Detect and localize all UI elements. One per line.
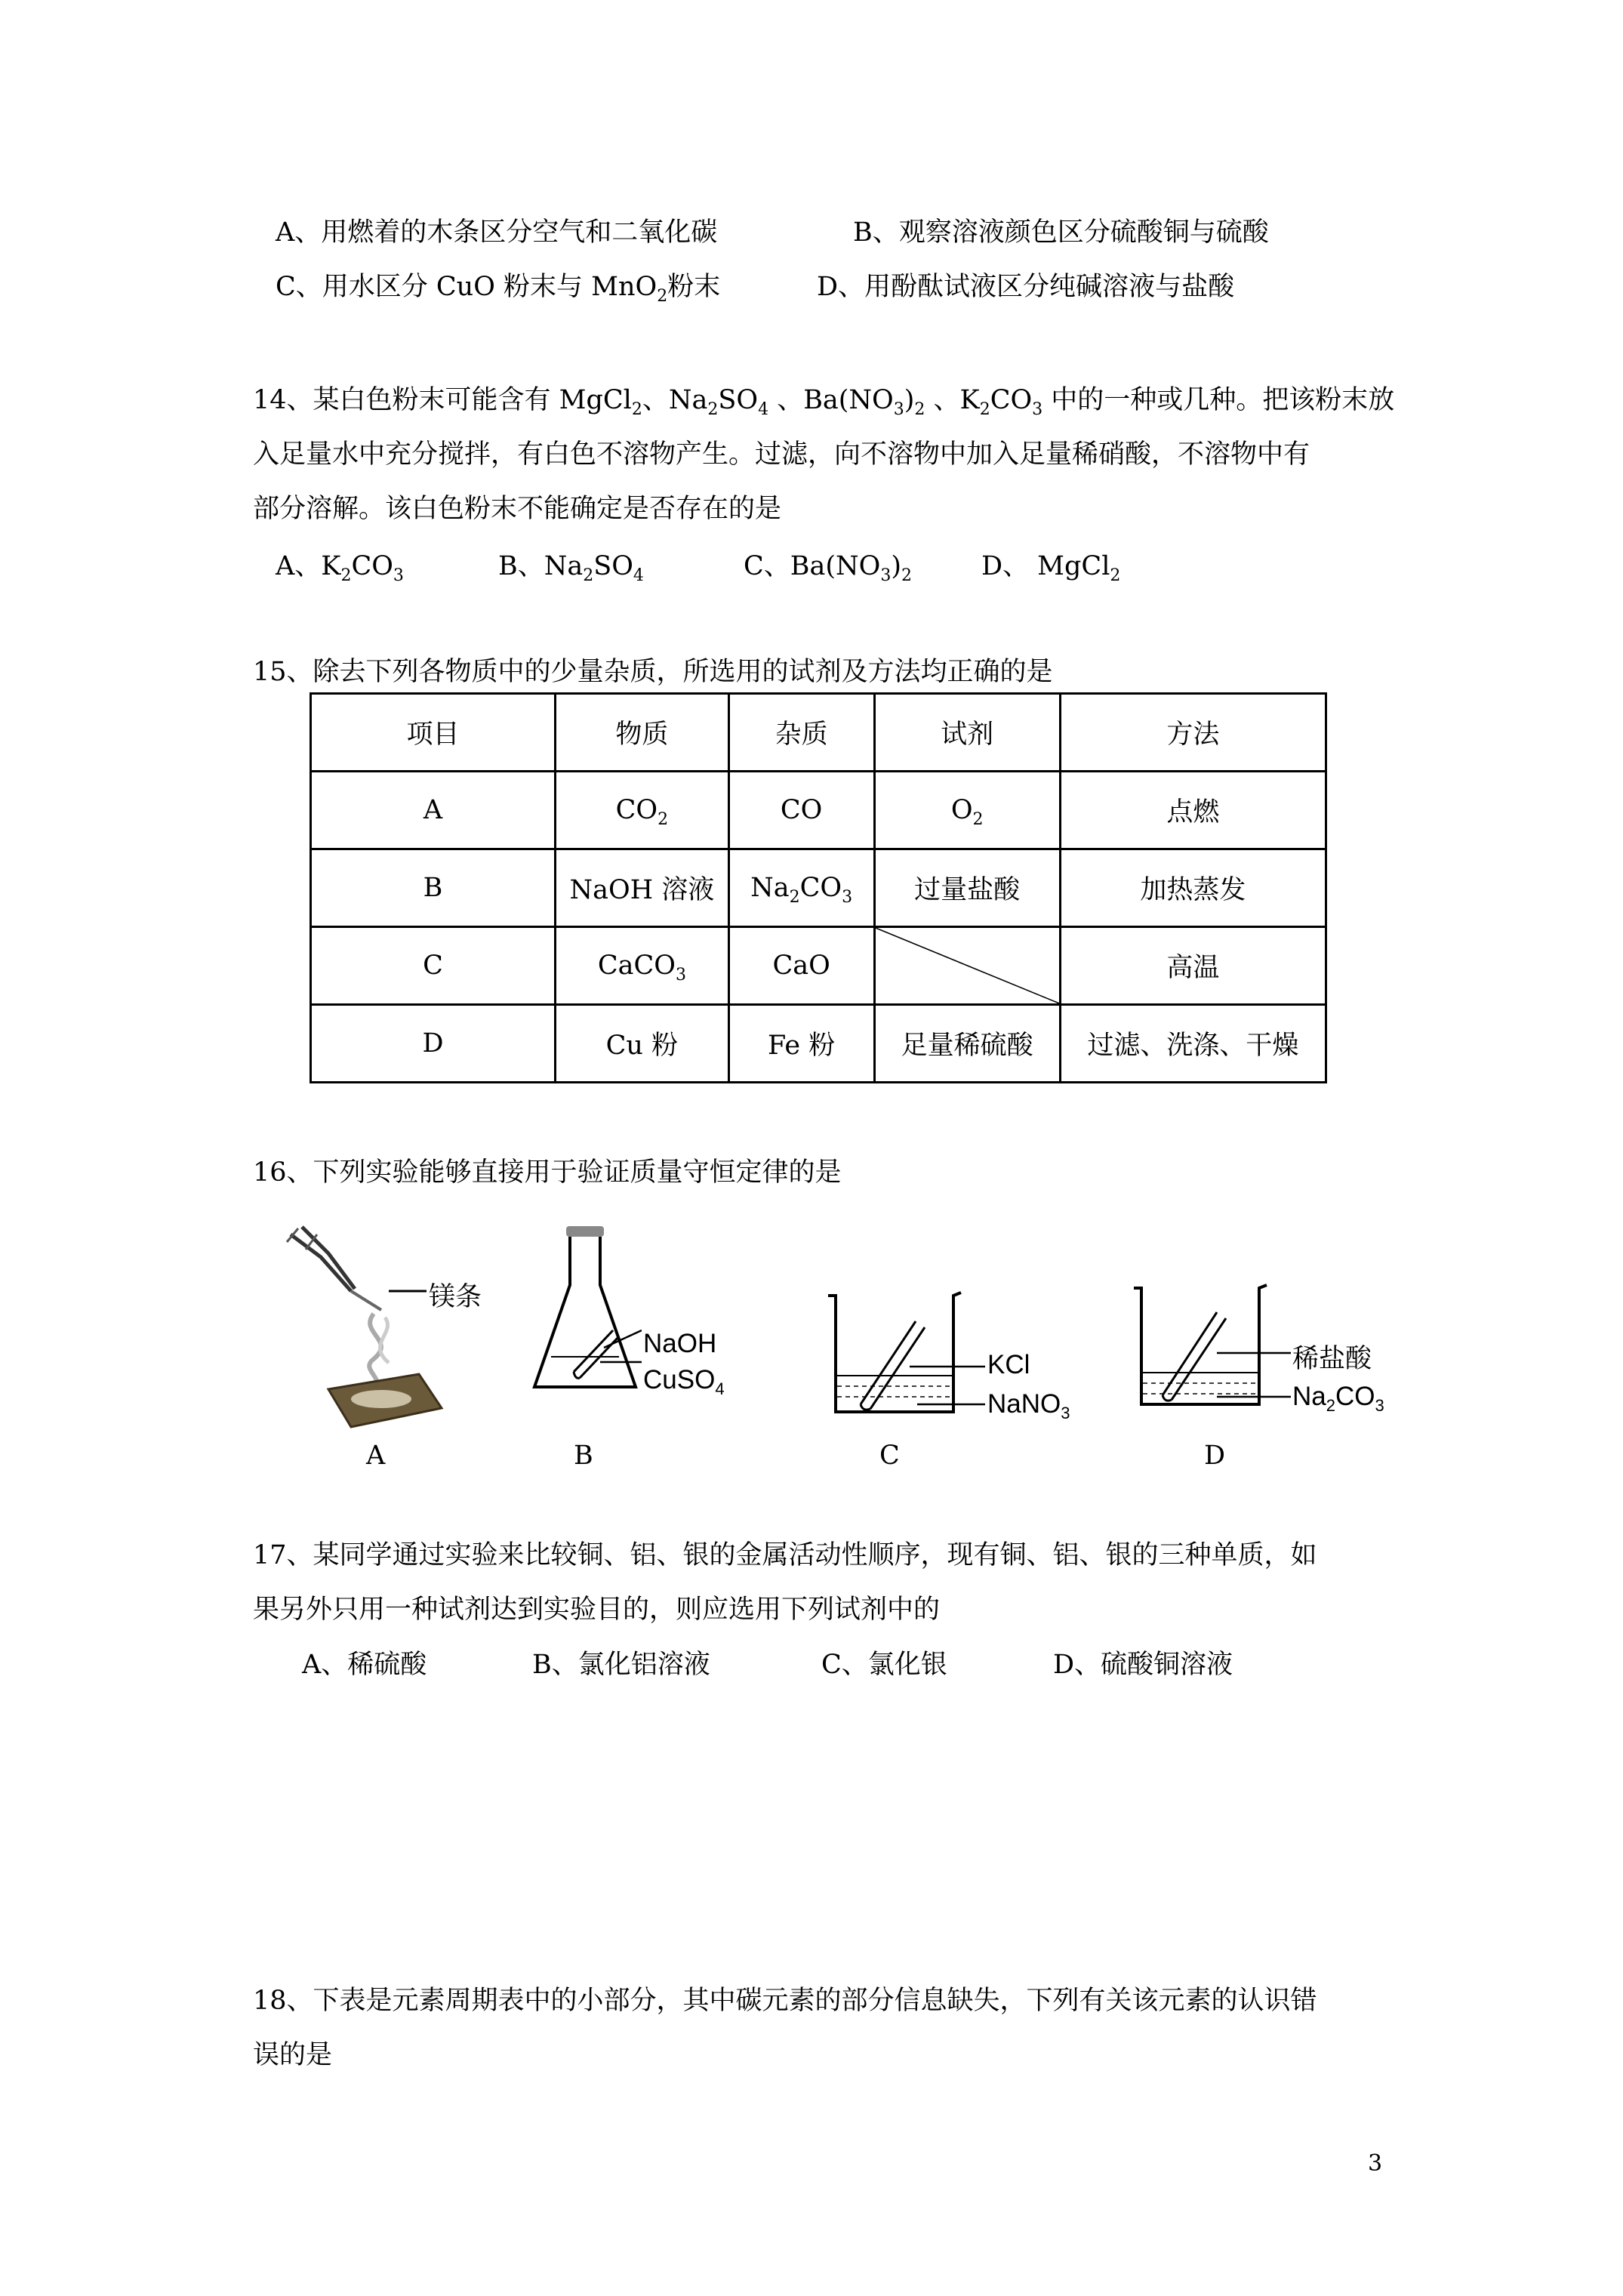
figure-caption-d: D <box>1204 1441 1226 1471</box>
q13-option-b: B、观察溶液颜色区分硫酸铜与硫酸 <box>853 217 1269 248</box>
cell-reagent-empty <box>874 927 1060 1005</box>
cell-impurity: $Na_2CO_3$ <box>728 849 874 927</box>
figure-c-beaker <box>827 1291 985 1427</box>
header-substance: 物质 <box>556 694 729 772</box>
q14-option-d: D、 MgCl$_2$ <box>981 551 1121 585</box>
figure-a-label-magnesium: 镁条 <box>429 1282 482 1311</box>
cell-method: 高温 <box>1060 927 1326 1005</box>
figure-d-beaker <box>1132 1284 1291 1419</box>
table-row <box>311 772 1326 849</box>
cell-method: 点燃 <box>1060 772 1326 849</box>
cell-reagent: 过量盐酸 <box>874 849 1060 927</box>
q14-option-a: A、$K_2CO_3$ <box>276 551 404 585</box>
cell-impurity: Fe 粉 <box>728 1005 874 1083</box>
q14-option-b: B、$Na_2SO_4$ <box>498 551 644 585</box>
header-impurity: 杂质 <box>728 694 874 772</box>
q14-stem-line-2: 入足量水中充分搅拌，有白色不溶物产生。过滤，向不溶物中加入足量稀硝酸，不溶物中有 <box>253 439 1310 470</box>
cell-substance: CaCO$_3$ <box>556 927 729 1005</box>
q14-stem-line-3: 部分溶解。该白色粉末不能确定是否存在的是 <box>253 494 782 524</box>
q17-option-c: C、氯化银 <box>821 1650 947 1680</box>
cell-item: D <box>311 1005 556 1083</box>
cell-substance: Cu 粉 <box>556 1005 729 1083</box>
q18-stem-line-2: 误的是 <box>253 2040 333 2070</box>
table-row <box>311 849 1326 927</box>
q13-option-c: C、用水区分 CuO 粉末与 MnO$_2$粉末 <box>276 272 721 306</box>
q17-option-b: B、氯化铝溶液 <box>532 1650 710 1680</box>
q17-stem-line-1: 17、某同学通过实验来比较铜、铝、银的金属活动性顺序，现有铜、铝、银的三种单质，如 <box>253 1540 1317 1570</box>
figure-b-label-naoh: NaOH <box>643 1329 717 1358</box>
q14-stem-line-1: 14、某白色粉末可能含有 MgCl$_2$、$Na_2SO_4$ 、$Ba(NO_3)_2$ 、$K_2CO_3$ 中的一种或几种。把该粉末放 <box>253 385 1395 419</box>
figure-c-label-nano3: NaNO$_3$ <box>987 1389 1070 1422</box>
cell-substance: NaOH 溶液 <box>556 849 729 927</box>
figure-c-label-kcl: KCl <box>987 1350 1030 1379</box>
page-number: 3 <box>1368 2150 1383 2177</box>
cell-reagent: 足量稀硫酸 <box>874 1005 1060 1083</box>
figure-caption-a: A <box>366 1441 386 1471</box>
table-row <box>311 1005 1326 1083</box>
header-reagent: 试剂 <box>874 694 1060 772</box>
q16-stem: 16、下列实验能够直接用于验证质量守恒定律的是 <box>253 1157 842 1188</box>
q18-stem-line-1: 18、下表是元素周期表中的小部分，其中碳元素的部分信息缺失，下列有关该元素的认识错 <box>253 1986 1317 2016</box>
q17-option-a: A、稀硫酸 <box>302 1650 427 1680</box>
header-method: 方法 <box>1060 694 1326 772</box>
figure-b-conical-flask <box>528 1225 642 1398</box>
q15-table <box>310 692 1327 1083</box>
cell-substance: $CO_2$ <box>556 772 729 849</box>
figure-a-magnesium-burning <box>276 1219 502 1431</box>
figure-d-label-na2co3: $Na_2CO_3$ <box>1292 1382 1384 1415</box>
q17-stem-line-2: 果另外只用一种试剂达到实验目的，则应选用下列试剂中的 <box>253 1595 941 1625</box>
table-header-row <box>311 694 1326 772</box>
q15-stem: 15、除去下列各物质中的少量杂质，所选用的试剂及方法均正确的是 <box>253 657 1053 687</box>
q14-option-c: C、$Ba(NO_3)_2$ <box>744 551 912 585</box>
cell-item: A <box>311 772 556 849</box>
cell-impurity: CaO <box>728 927 874 1005</box>
header-item: 项目 <box>311 694 556 772</box>
q13-option-d: D、用酚酞试液区分纯碱溶液与盐酸 <box>817 272 1235 302</box>
cell-reagent: $O_2$ <box>874 772 1060 849</box>
cell-method: 过滤、洗涤、干燥 <box>1060 1005 1326 1083</box>
q13-option-a: A、用燃着的木条区分空气和二氧化碳 <box>276 217 718 248</box>
cell-impurity: CO <box>728 772 874 849</box>
table-row <box>311 927 1326 1005</box>
figure-caption-b: B <box>574 1441 593 1471</box>
figure-caption-c: C <box>879 1441 900 1471</box>
q17-option-d: D、硫酸铜溶液 <box>1053 1650 1233 1680</box>
diagonal-slash <box>876 928 1059 1003</box>
figure-d-label-hcl: 稀盐酸 <box>1292 1344 1372 1373</box>
cell-method: 加热蒸发 <box>1060 849 1326 927</box>
cell-item: B <box>311 849 556 927</box>
figure-b-label-cuso4: CuSO$_4$ <box>643 1365 725 1398</box>
cell-item: C <box>311 927 556 1005</box>
